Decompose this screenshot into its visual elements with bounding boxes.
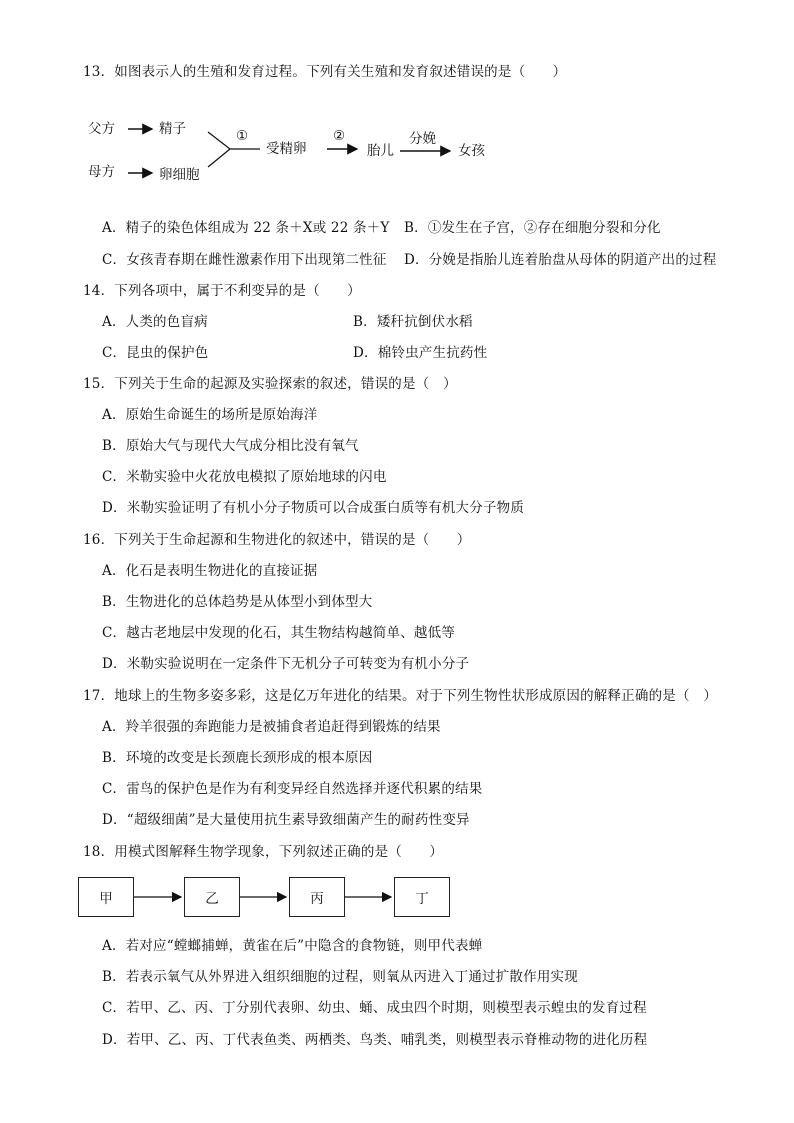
q17-option-a: A．羚羊很强的奔跑能力是被捕食者追赶得到锻炼的结果 bbox=[102, 719, 441, 735]
q13-option-b: B．①发生在子宫，②存在细胞分裂和分化 bbox=[404, 220, 661, 236]
q13-stem: 13．如图表示人的生殖和发育过程。下列有关生殖和发育叙述错误的是（ ） bbox=[83, 64, 567, 80]
q16-stem: 16．下列关于生命起源和生物进化的叙述中，错误的是（ ） bbox=[83, 532, 471, 548]
q13-option-c: C．女孩青春期在雌性激素作用下出现第二性征 bbox=[102, 252, 387, 268]
q14-option-b: B．矮秆抗倒伏水稻 bbox=[353, 314, 473, 330]
girl-label: 女孩 bbox=[458, 143, 485, 159]
q17-option-c: C．雷鸟的保护色是作为有利变异经自然选择并逐代积累的结果 bbox=[102, 781, 483, 797]
egg-label: 卵细胞 bbox=[159, 167, 200, 183]
model-diagram bbox=[78, 877, 458, 921]
q14-stem: 14．下列各项中，属于不利变异的是（ ） bbox=[83, 283, 361, 299]
box-jia: 甲 bbox=[78, 877, 134, 917]
q15-option-b: B．原始大气与现代大气成分相比没有氧气 bbox=[102, 438, 359, 454]
q14-option-a: A．人类的色盲病 bbox=[102, 314, 208, 330]
q18-option-c: C．若甲、乙、丙、丁分别代表卵、幼虫、蛹、成虫四个时期，则模型表示蝗虫的发育过程 bbox=[102, 1000, 647, 1016]
sperm-label: 精子 bbox=[159, 121, 186, 137]
q18-option-b: B．若表示氧气从外界进入组织细胞的过程，则氧从丙进入丁通过扩散作用实现 bbox=[102, 969, 578, 985]
reproduction-diagram bbox=[84, 112, 504, 192]
q17-option-b: B．环境的改变是长颈鹿长颈形成的根本原因 bbox=[102, 750, 373, 766]
q13-option-a: A．精子的染色体组成为 22 条＋X或 22 条＋Y bbox=[102, 220, 390, 236]
q15-option-d: D．米勒实验证明了有机小分子物质可以合成蛋白质等有机大分子物质 bbox=[102, 500, 525, 516]
q18-option-d: D．若甲、乙、丙、丁代表鱼类、两栖类、鸟类、哺乳类，则模型表示脊椎动物的进化历程 bbox=[102, 1032, 648, 1048]
box-bing: 丙 bbox=[289, 877, 345, 917]
q16-option-b: B．生物进化的总体趋势是从体型小到体型大 bbox=[102, 594, 373, 610]
step1-label: ① bbox=[236, 128, 249, 144]
q15-option-c: C．米勒实验中火花放电模拟了原始地球的闪电 bbox=[102, 469, 387, 485]
q17-option-d: D．“超级细菌”是大量使用抗生素导致细菌产生的耐药性变异 bbox=[102, 812, 470, 828]
q14-option-c: C．昆虫的保护色 bbox=[102, 345, 209, 361]
q14-option-d: D．棉铃虫产生抗药性 bbox=[353, 345, 488, 361]
zygote-label: 受精卵 bbox=[266, 141, 307, 157]
q13-option-d: D．分娩是指胎儿连着胎盘从母体的阴道产出的过程 bbox=[404, 252, 717, 268]
q16-option-d: D．米勒实验说明在一定条件下无机分子可转变为有机小分子 bbox=[102, 656, 470, 672]
birth-label: 分娩 bbox=[409, 131, 436, 147]
q16-option-a: A．化石是表明生物进化的直接证据 bbox=[102, 563, 318, 579]
box-ding: 丁 bbox=[394, 877, 450, 917]
box-yi: 乙 bbox=[184, 877, 240, 917]
q18-option-a: A．若对应“螳螂捕蝉，黄雀在后”中隐含的食物链，则甲代表蝉 bbox=[102, 938, 483, 954]
q16-option-c: C．越古老地层中发现的化石，其生物结构越简单、越低等 bbox=[102, 625, 456, 641]
fetus-label: 胎儿 bbox=[367, 143, 394, 159]
q18-stem: 18．用模式图解释生物学现象，下列叙述正确的是（ ） bbox=[83, 844, 444, 860]
q15-stem: 15．下列关于生命的起源及实验探索的叙述，错误的是（ ） bbox=[83, 376, 457, 392]
q17-stem: 17．地球上的生物多姿多彩，这是亿万年进化的结果。对于下列生物性状形成原因的解释正确的是（ ） bbox=[83, 688, 718, 704]
father-label: 父方 bbox=[88, 121, 115, 137]
step2-label: ② bbox=[333, 128, 346, 144]
mother-label: 母方 bbox=[88, 164, 115, 180]
q15-option-a: A．原始生命诞生的场所是原始海洋 bbox=[102, 407, 318, 423]
